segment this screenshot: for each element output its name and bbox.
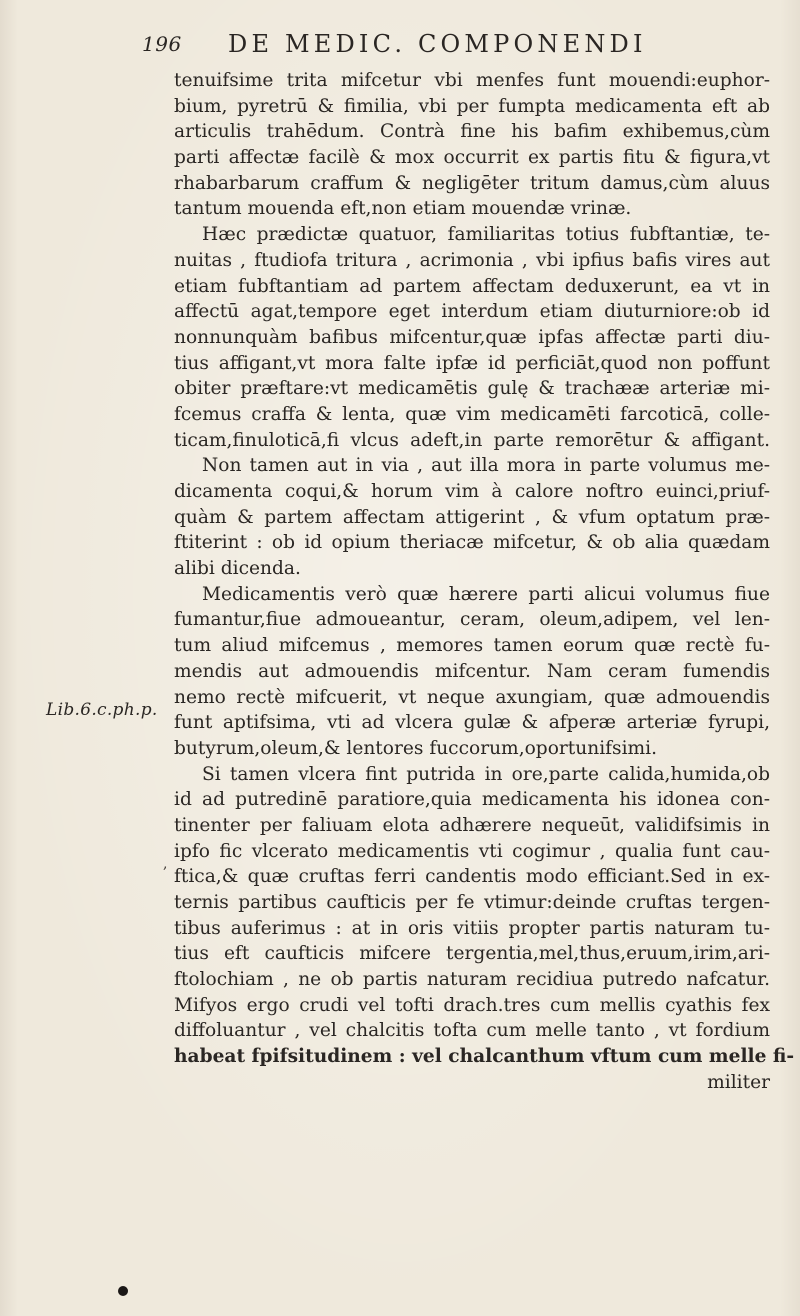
text-line: tum aliud mifcemus , memores tamen eorum quæ rectè fu- [174, 635, 770, 657]
text-line: nemo rectè mifcuerit, vt neque axungiam, quæ admouendis [174, 686, 770, 708]
main-text [174, 68, 795, 1096]
text-line: id ad putredinē paratiore,quia medicamenta his idonea con- [174, 789, 770, 811]
text-line: mendis aut admouendis mifcentur. Nam ceram fumendis [174, 660, 770, 682]
text-line: ftica,& quæ cruftas ferri candentis modo efficiant.Sed in ex- [174, 866, 770, 888]
text-line: obiter præftare:vt medicamētis gulę & trachææ arteriæ mi- [174, 378, 770, 400]
paragraph-start-line: Non tamen aut in via , aut illa mora in parte volumus me- [202, 455, 770, 477]
margin-note: Lib.6.c.ph.p. [46, 700, 158, 720]
text-line: tantum mouenda eft,non etiam mouendæ vrinæ. [174, 198, 632, 220]
text-line: ticam,finuloticā,fi vlcus adeft,in parte remorētur & affigant. [174, 429, 770, 451]
running-head: DE MEDIC. COMPONENDI [228, 30, 647, 58]
text-line: alibi dicenda. [174, 558, 301, 580]
text-line: quàm & partem affectam attigerint , & vfum optatum præ- [174, 506, 770, 528]
text-line: tibus auferimus : at in oris vitiis propter partis naturam tu- [174, 917, 770, 939]
text-line: dicamenta coqui,& horum vim à calore noftro euinci,priuf- [174, 481, 770, 502]
text-line: nuitas , ftudiofa tritura , acrimonia , vbi ipfius bafis vires aut [174, 249, 770, 271]
text-line: articulis trahēdum. Contrà fine his bafim exhibemus,cùm [174, 121, 770, 143]
text-line: funt aptifsima, vti ad vlcera gulæ & afperæ arteriæ fyrupi, [174, 712, 770, 734]
text-line: diffoluantur , vel chalcitis tofta cum melle tanto , vt fordium [174, 1020, 770, 1042]
text-line: fumantur,fiue admoueantur, ceram, oleum,adipem, vel len- [174, 609, 770, 631]
text-line: Mifyos ergo crudi vel tofti drach.tres cum mellis cyathis fex [174, 994, 770, 1016]
text-line: ftiterint : ob id opium theriacæ mifcetur, & ob alia quædam [174, 532, 770, 554]
text-line: habeat fpifsitudinem : vel chalcanthum vftum cum melle fi- [174, 1046, 795, 1068]
text-line: bium, pyretrū & fimilia, vbi per fumpta medicamenta eft ab [174, 95, 770, 117]
text-line: ftolochiam , ne ob partis naturam recidiua putredo nafcatur. [174, 969, 770, 991]
paragraph-start-line: Medicamentis verò quæ hærere parti alicui volumus fiue [202, 583, 770, 605]
paragraph-start-line: Hæc prædictæ quatuor, familiaritas totius fubftantiæ, te- [202, 224, 770, 246]
text-line: butyrum,oleum,& lentores fuccorum,oportunifsimi. [174, 737, 658, 759]
text-line: parti affectæ facilè & mox occurrit ex partis fitu & figura,vt [174, 147, 770, 169]
text-line: tenuifsime trita mifcetur vbi menfes funt mouendi:euphor- [174, 70, 770, 91]
text-line: nonnunquàm bafibus mifcentur,quæ ipfas affectæ parti diu- [174, 326, 770, 348]
page-number: 196 [142, 32, 182, 56]
text-line: ipfo fic vlcerato medicamentis vti cogimur , qualia funt cau- [174, 840, 770, 862]
text-line: ternis partibus caufticis per fe vtimur:deinde cruftas tergen- [174, 892, 770, 913]
text-line: tius eft caufticis mifcere tergentia,mel,thus,eruum,irim,ari- [174, 943, 770, 965]
text-line: rhabarbarum craffum & negligēter tritum damus,cùm aluus [174, 172, 770, 194]
text-line: fcemus craffa & lenta, quæ vim medicamēti farcoticā, colle- [174, 403, 770, 425]
text-line: affectū agat,tempore eget interdum etiam diuturniore:ob id [174, 301, 770, 323]
catchword: militer [707, 1071, 770, 1093]
ink-mark: , [163, 856, 168, 872]
ink-dot [118, 1286, 128, 1296]
text-line: tius affigant,vt mora falte ipfæ id perficiāt,quod non poffunt [174, 352, 770, 374]
text-line: etiam fubftantiam ad partem affectam deduxerunt, ea vt in [174, 275, 770, 297]
paragraph-start-line: Si tamen vlcera fint putrida in ore,parte calida,humida,ob [202, 763, 770, 785]
text-line: tinenter per faliuam elota adhærere nequeūt, validifsimis in [174, 814, 770, 836]
